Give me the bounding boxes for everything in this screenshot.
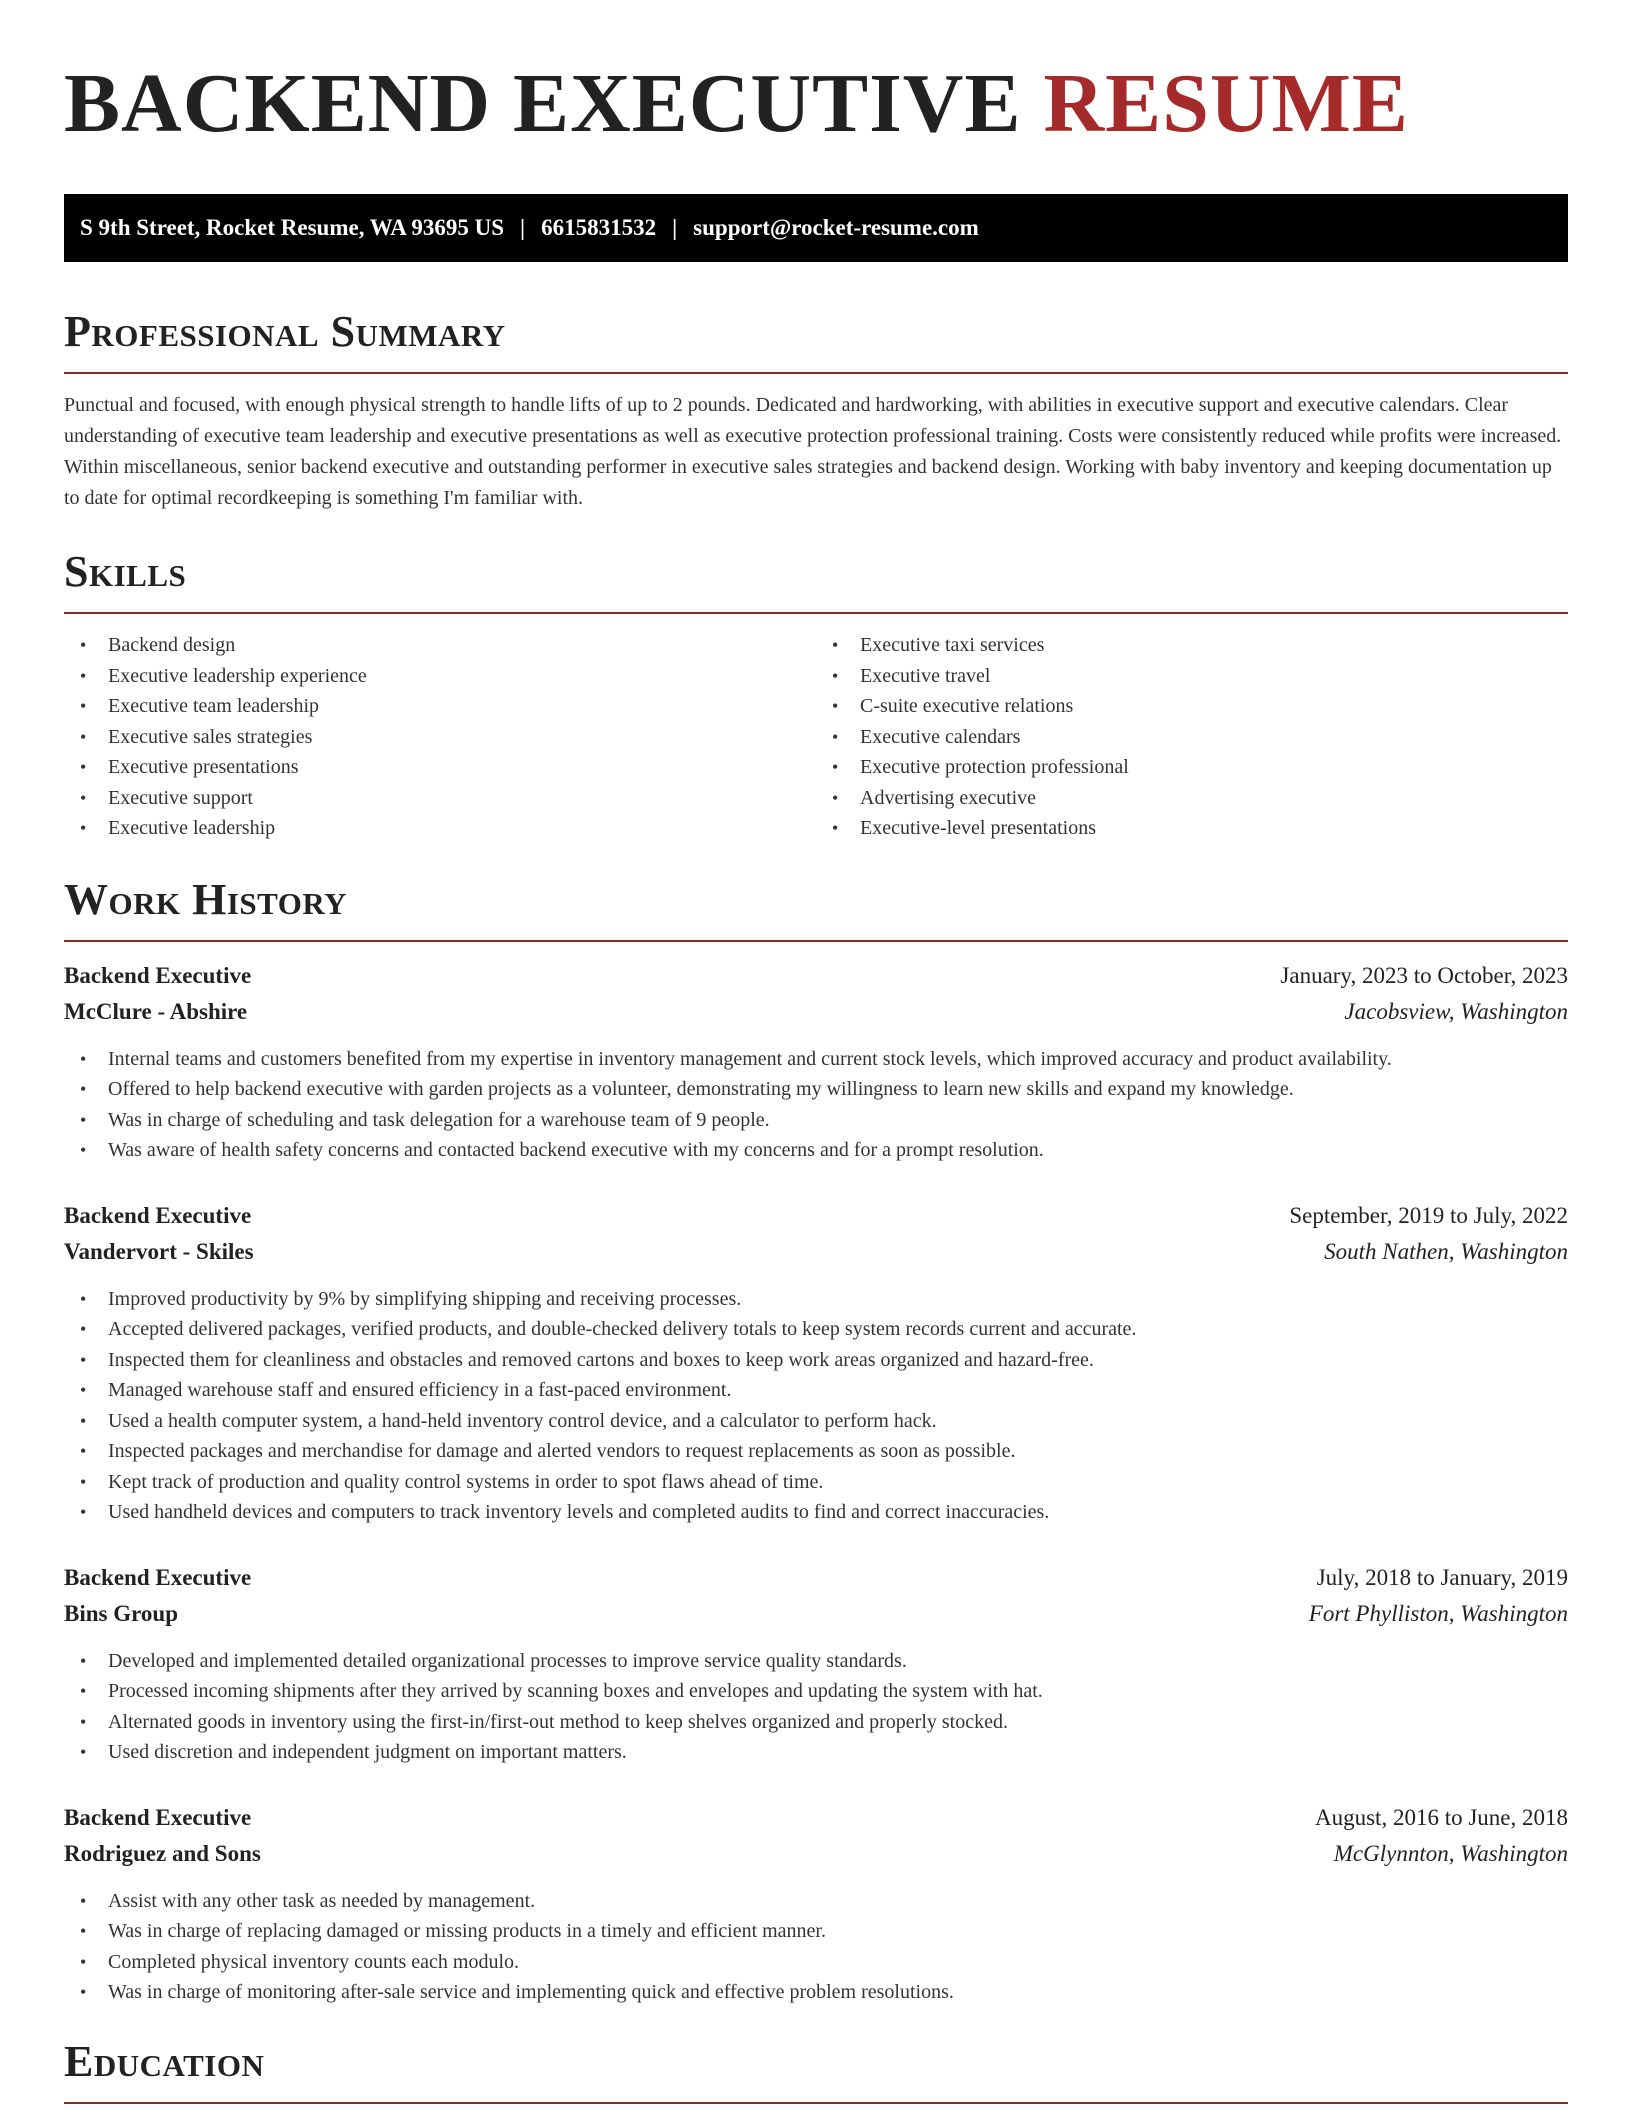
job-header-row bbox=[64, 1800, 1568, 1836]
skill-item bbox=[64, 691, 816, 722]
skill-item-text: C-suite executive relations bbox=[860, 695, 1074, 717]
job-entry bbox=[64, 1560, 1568, 1768]
skill-item-text: Executive sales strategies bbox=[108, 725, 313, 748]
job-list bbox=[64, 958, 1568, 2008]
skill-item bbox=[64, 630, 816, 661]
bullet-icon: • bbox=[80, 1441, 87, 1461]
bullet-icon: • bbox=[832, 726, 839, 747]
job-location: Fort Phylliston, Washington bbox=[1308, 1600, 1568, 1626]
job-bullet-text: Assist with any other task as needed by management. bbox=[108, 1889, 536, 1912]
job-bullet-text: Kept track of production and quality control systems in order to spot flaws ahead of time. bbox=[108, 1470, 824, 1493]
job-bullet-text: Inspected packages and merchandise for damage and alerted vendors to request replacements as soon as possible. bbox=[108, 1440, 1016, 1462]
skill-item bbox=[816, 630, 1568, 661]
job-bullet-list bbox=[64, 1886, 1568, 2008]
job-bullet bbox=[64, 1375, 1568, 1406]
skills-column-right bbox=[816, 630, 1568, 844]
job-bullet-list bbox=[64, 1646, 1568, 1768]
bullet-icon: • bbox=[80, 1349, 87, 1370]
job-company: Bins Group bbox=[64, 1600, 178, 1626]
bullet-icon: • bbox=[80, 1471, 87, 1492]
job-bullet-text: Managed warehouse staff and ensured efficiency in a fast-paced environment. bbox=[108, 1379, 732, 1401]
job-bullet bbox=[64, 1947, 1568, 1978]
skill-item-text: Executive support bbox=[108, 786, 253, 809]
title-accent: RESUME bbox=[1043, 57, 1409, 150]
job-dates: July, 2018 to January, 2019 bbox=[1316, 1564, 1568, 1590]
skill-item-text: Executive travel bbox=[860, 664, 991, 687]
skill-item-text: Executive taxi services bbox=[860, 634, 1045, 656]
job-header-row bbox=[64, 1560, 1568, 1596]
bullet-icon: • bbox=[832, 818, 839, 838]
job-bullet bbox=[64, 1737, 1568, 1768]
job-dates: September, 2019 to July, 2022 bbox=[1289, 1202, 1568, 1228]
bullet-icon: • bbox=[832, 757, 839, 777]
job-bullet-text: Used a health computer system, a hand-held inventory control device, and a calculator to perform hack. bbox=[108, 1409, 937, 1432]
contact-separator: | bbox=[672, 215, 678, 240]
job-bullet-text: Developed and implemented detailed organizational processes to improve service quality standards. bbox=[108, 1649, 907, 1672]
bullet-icon: • bbox=[832, 787, 839, 808]
job-bullet-list bbox=[64, 1044, 1568, 1166]
skill-item bbox=[64, 813, 816, 844]
skill-item-text: Advertising executive bbox=[860, 786, 1037, 809]
job-company: McClure - Abshire bbox=[64, 998, 248, 1024]
skill-item bbox=[816, 783, 1568, 814]
bullet-icon: • bbox=[80, 1711, 87, 1732]
job-title: Backend Executive bbox=[64, 962, 252, 988]
skill-item bbox=[64, 661, 816, 692]
job-bullet bbox=[64, 1436, 1568, 1467]
job-bullet-text: Was in charge of scheduling and task delegation for a warehouse team of 9 people. bbox=[108, 1108, 770, 1131]
skill-item-text: Executive calendars bbox=[860, 725, 1021, 748]
job-bullet bbox=[64, 1345, 1568, 1376]
job-title: Backend Executive bbox=[64, 1804, 252, 1830]
contact-phone: 6615831532 bbox=[541, 215, 657, 240]
job-bullet-text: Completed physical inventory counts each modulo. bbox=[108, 1950, 520, 1973]
skill-item-text: Backend design bbox=[108, 634, 236, 656]
bullet-icon: • bbox=[80, 1048, 87, 1069]
skill-item-text: Executive protection professional bbox=[860, 756, 1129, 778]
bullet-icon: • bbox=[80, 757, 87, 777]
bullet-icon: • bbox=[832, 635, 839, 655]
contact-email: support@rocket-resume.com bbox=[693, 215, 979, 240]
skill-item bbox=[816, 813, 1568, 844]
job-location: South Nathen, Washington bbox=[1324, 1238, 1568, 1264]
title-main: BACKEND EXECUTIVE bbox=[64, 57, 1022, 150]
skill-item-text: Executive leadership experience bbox=[108, 664, 367, 687]
job-bullet-text: Used handheld devices and computers to track inventory levels and completed audits to find and correct inaccuracies. bbox=[108, 1501, 1050, 1523]
skill-item bbox=[816, 752, 1568, 783]
job-bullet-text: Processed incoming shipments after they arrived by scanning boxes and envelopes and updating the system with hat. bbox=[108, 1680, 1043, 1702]
bullet-icon: • bbox=[80, 1951, 87, 1972]
job-dates: August, 2016 to June, 2018 bbox=[1315, 1804, 1568, 1830]
skill-item-text: Executive team leadership bbox=[108, 695, 320, 717]
job-company: Rodriguez and Sons bbox=[64, 1840, 261, 1866]
job-bullet-text: Used discretion and independent judgment on important matters. bbox=[108, 1741, 627, 1763]
job-bullet-list bbox=[64, 1284, 1568, 1528]
work-history-heading: Work History bbox=[64, 874, 348, 924]
job-title: Backend Executive bbox=[64, 1202, 252, 1228]
job-bullet-text: Was aware of health safety concerns and contacted backend executive with my concerns and for a prompt resolution. bbox=[108, 1139, 1044, 1161]
job-bullet-text: Improved productivity by 9% by simplifying shipping and receiving processes. bbox=[108, 1287, 742, 1310]
job-bullet bbox=[64, 1074, 1568, 1105]
job-bullet bbox=[64, 1314, 1568, 1345]
bullet-icon: • bbox=[80, 787, 87, 808]
skill-item bbox=[64, 752, 816, 783]
skill-item-text: Executive leadership bbox=[108, 817, 276, 839]
contact-bar bbox=[64, 194, 1568, 262]
bullet-icon: • bbox=[832, 665, 839, 686]
job-bullet-text: Accepted delivered packages, verified products, and double-checked delivery totals to keep system records current and accurate. bbox=[108, 1318, 1137, 1340]
job-bullet bbox=[64, 1105, 1568, 1136]
job-bullet-text: Offered to help backend executive with garden projects as a volunteer, demonstrating my willingness to learn new skills and expand my knowledge. bbox=[108, 1078, 1294, 1100]
bullet-icon: • bbox=[80, 1079, 87, 1099]
skill-item bbox=[64, 783, 816, 814]
summary-heading: Professional Summary bbox=[64, 307, 506, 356]
bullet-icon: • bbox=[80, 1890, 87, 1911]
job-subheader-row bbox=[64, 1836, 1568, 1872]
section-divider bbox=[64, 2102, 1568, 2104]
job-bullet bbox=[64, 1707, 1568, 1738]
job-company: Vandervort - Skiles bbox=[64, 1238, 254, 1264]
bullet-icon: • bbox=[80, 1109, 87, 1130]
job-bullet bbox=[64, 1135, 1568, 1166]
skills-grid bbox=[64, 630, 1568, 844]
bullet-icon: • bbox=[80, 1410, 87, 1431]
skill-item bbox=[816, 722, 1568, 753]
contact-address: S 9th Street, Rocket Resume, WA 93695 US bbox=[80, 215, 504, 240]
bullet-icon: • bbox=[80, 1982, 87, 2002]
job-bullet bbox=[64, 1497, 1568, 1528]
summary-text: Punctual and focused, with enough physical strength to handle lifts of up to 2 pounds. Dedicated and hardworking, with abilities in executive support and executive calendars. Clear understanding of executive team leadership and executive presentations as well as executive protection professional training. Costs were consistently reduced while profits were increased. Within miscellaneous, senior backend executive and outstanding performer in executive sales strategies and backend design. Working with baby inventory and keeping documentation up to date for optimal recordkeeping is something I'm familiar with. bbox=[64, 394, 1562, 509]
job-bullet bbox=[64, 1676, 1568, 1707]
bullet-icon: • bbox=[80, 1319, 87, 1339]
bullet-icon: • bbox=[80, 818, 87, 838]
skill-item bbox=[816, 691, 1568, 722]
skill-item-text: Executive-level presentations bbox=[860, 817, 1097, 839]
job-subheader-row bbox=[64, 1596, 1568, 1632]
job-bullet bbox=[64, 1467, 1568, 1498]
job-bullet bbox=[64, 1977, 1568, 2008]
bullet-icon: • bbox=[80, 1288, 87, 1309]
job-bullet bbox=[64, 1916, 1568, 1947]
skill-item bbox=[816, 661, 1568, 692]
section-divider bbox=[64, 612, 1568, 614]
skill-item-text: Executive presentations bbox=[108, 756, 299, 778]
job-bullet-text: Internal teams and customers benefited from my expertise in inventory management and current stock levels, which improved accuracy and product availability. bbox=[108, 1047, 1392, 1070]
job-location: Jacobsview, Washington bbox=[1344, 998, 1568, 1024]
job-bullet bbox=[64, 1886, 1568, 1917]
bullet-icon: • bbox=[80, 1502, 87, 1522]
skills-heading: Skills bbox=[64, 547, 187, 596]
bullet-icon: • bbox=[80, 1681, 87, 1701]
job-bullet bbox=[64, 1044, 1568, 1075]
job-bullet-text: Was in charge of monitoring after-sale service and implementing quick and effective problem resolutions. bbox=[108, 1981, 954, 2003]
job-bullet-text: Was in charge of replacing damaged or missing products in a timely and efficient manner. bbox=[108, 1920, 826, 1942]
skills-column-left bbox=[64, 630, 816, 844]
bullet-icon: • bbox=[80, 1742, 87, 1762]
job-entry bbox=[64, 1800, 1568, 2008]
job-bullet bbox=[64, 1284, 1568, 1315]
job-header-row bbox=[64, 958, 1568, 994]
job-entry bbox=[64, 1198, 1568, 1528]
bullet-icon: • bbox=[80, 665, 87, 686]
bullet-icon: • bbox=[80, 1650, 87, 1671]
job-dates: January, 2023 to October, 2023 bbox=[1280, 962, 1568, 988]
job-subheader-row bbox=[64, 994, 1568, 1030]
bullet-icon: • bbox=[80, 726, 87, 747]
bullet-icon: • bbox=[832, 696, 839, 716]
bullet-icon: • bbox=[80, 635, 87, 655]
skill-item bbox=[64, 722, 816, 753]
bullet-icon: • bbox=[80, 696, 87, 716]
job-bullet-text: Alternated goods in inventory using the first-in/first-out method to keep shelves organized and properly stocked. bbox=[108, 1710, 1008, 1733]
job-header-row bbox=[64, 1198, 1568, 1234]
bullet-icon: • bbox=[80, 1140, 87, 1160]
job-subheader-row bbox=[64, 1234, 1568, 1270]
job-bullet bbox=[64, 1406, 1568, 1437]
section-divider bbox=[64, 940, 1568, 942]
job-bullet-text: Inspected them for cleanliness and obstacles and removed cartons and boxes to keep work areas organized and hazard-free. bbox=[108, 1348, 1094, 1371]
bullet-icon: • bbox=[80, 1921, 87, 1941]
bullet-icon: • bbox=[80, 1380, 87, 1400]
education-heading: Education bbox=[64, 2036, 265, 2086]
job-bullet bbox=[64, 1646, 1568, 1677]
job-location: McGlynnton, Washington bbox=[1333, 1840, 1568, 1866]
job-entry bbox=[64, 958, 1568, 1166]
job-title: Backend Executive bbox=[64, 1564, 252, 1590]
section-divider bbox=[64, 372, 1568, 374]
contact-separator: | bbox=[520, 215, 526, 240]
resume-title bbox=[64, 52, 1568, 156]
